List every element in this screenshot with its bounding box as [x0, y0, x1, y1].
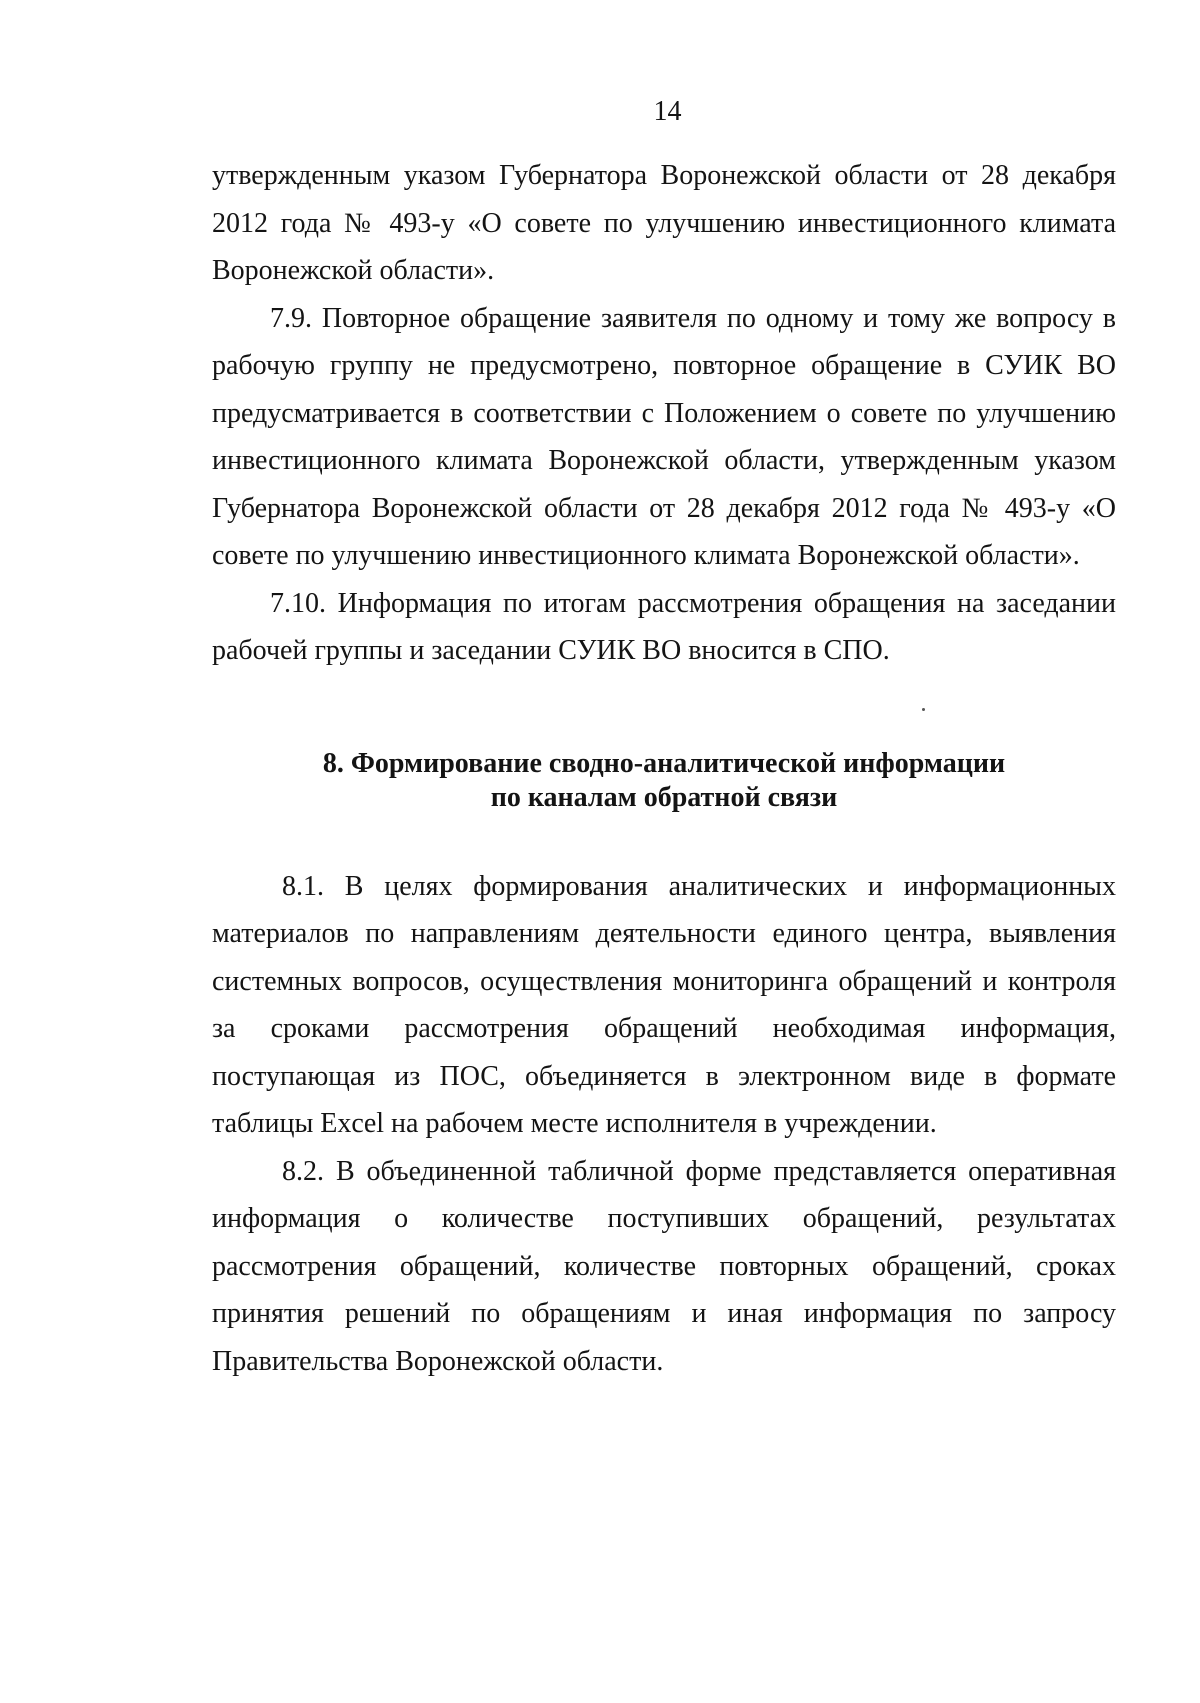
section-heading: [212, 747, 1116, 815]
paragraph-7-10: 7.10. Информация по итогам рассмотрения обращения на заседании рабочей группы и заседании СУИК ВО вносится в СПО.: [212, 587, 1116, 666]
paragraph-continuation: утвержденным указом Губернатора Воронежской области от 28 декабря 2012 года № 493-у «О совете по улучшению инвестиционного климата Воронежской области».: [212, 160, 1116, 286]
document-body: [212, 152, 1116, 1385]
paragraph-8-1: 8.1. В целях формирования аналитических и информационных материалов по направлениям деятельности единого центра, выявления системных вопросов, осуществления мониторинга обращений и контроля за сроками рассмотрения обращений необходимая информация, поступающая из ПОС, объединяется в электронном виде в формате таблицы Excel на рабочем месте исполнителя в учреждении.: [212, 870, 1116, 1139]
page-number: 14: [653, 96, 682, 127]
section-heading-line-1: 8. Формирование сводно-аналитической информации: [322, 747, 1006, 779]
paragraph-8-2: 8.2. В объединенной табличной форме представляется оперативная информация о количестве поступивших обращений, результатах рассмотрения обращений, количестве повторных обращений, сроках принятия решений по обращениям и иная информация по запросу Правительства Воронежской области.: [212, 1155, 1116, 1377]
paragraph-7-9: 7.9. Повторное обращение заявителя по одному и тому же вопросу в рабочую группу не предусмотрено, повторное обращение в СУИК ВО предусматривается в соответствии с Положением о совете по улучшению инвестиционного климата Воронежской области, утвержденным указом Губернатора Воронежской области от 28 декабря 2012 года № 493-у «О совете по улучшению инвестиционного климата Воронежской области».: [212, 302, 1116, 571]
section-heading-line-2: по каналам обратной связи: [490, 781, 838, 813]
scan-speck: [922, 708, 925, 711]
